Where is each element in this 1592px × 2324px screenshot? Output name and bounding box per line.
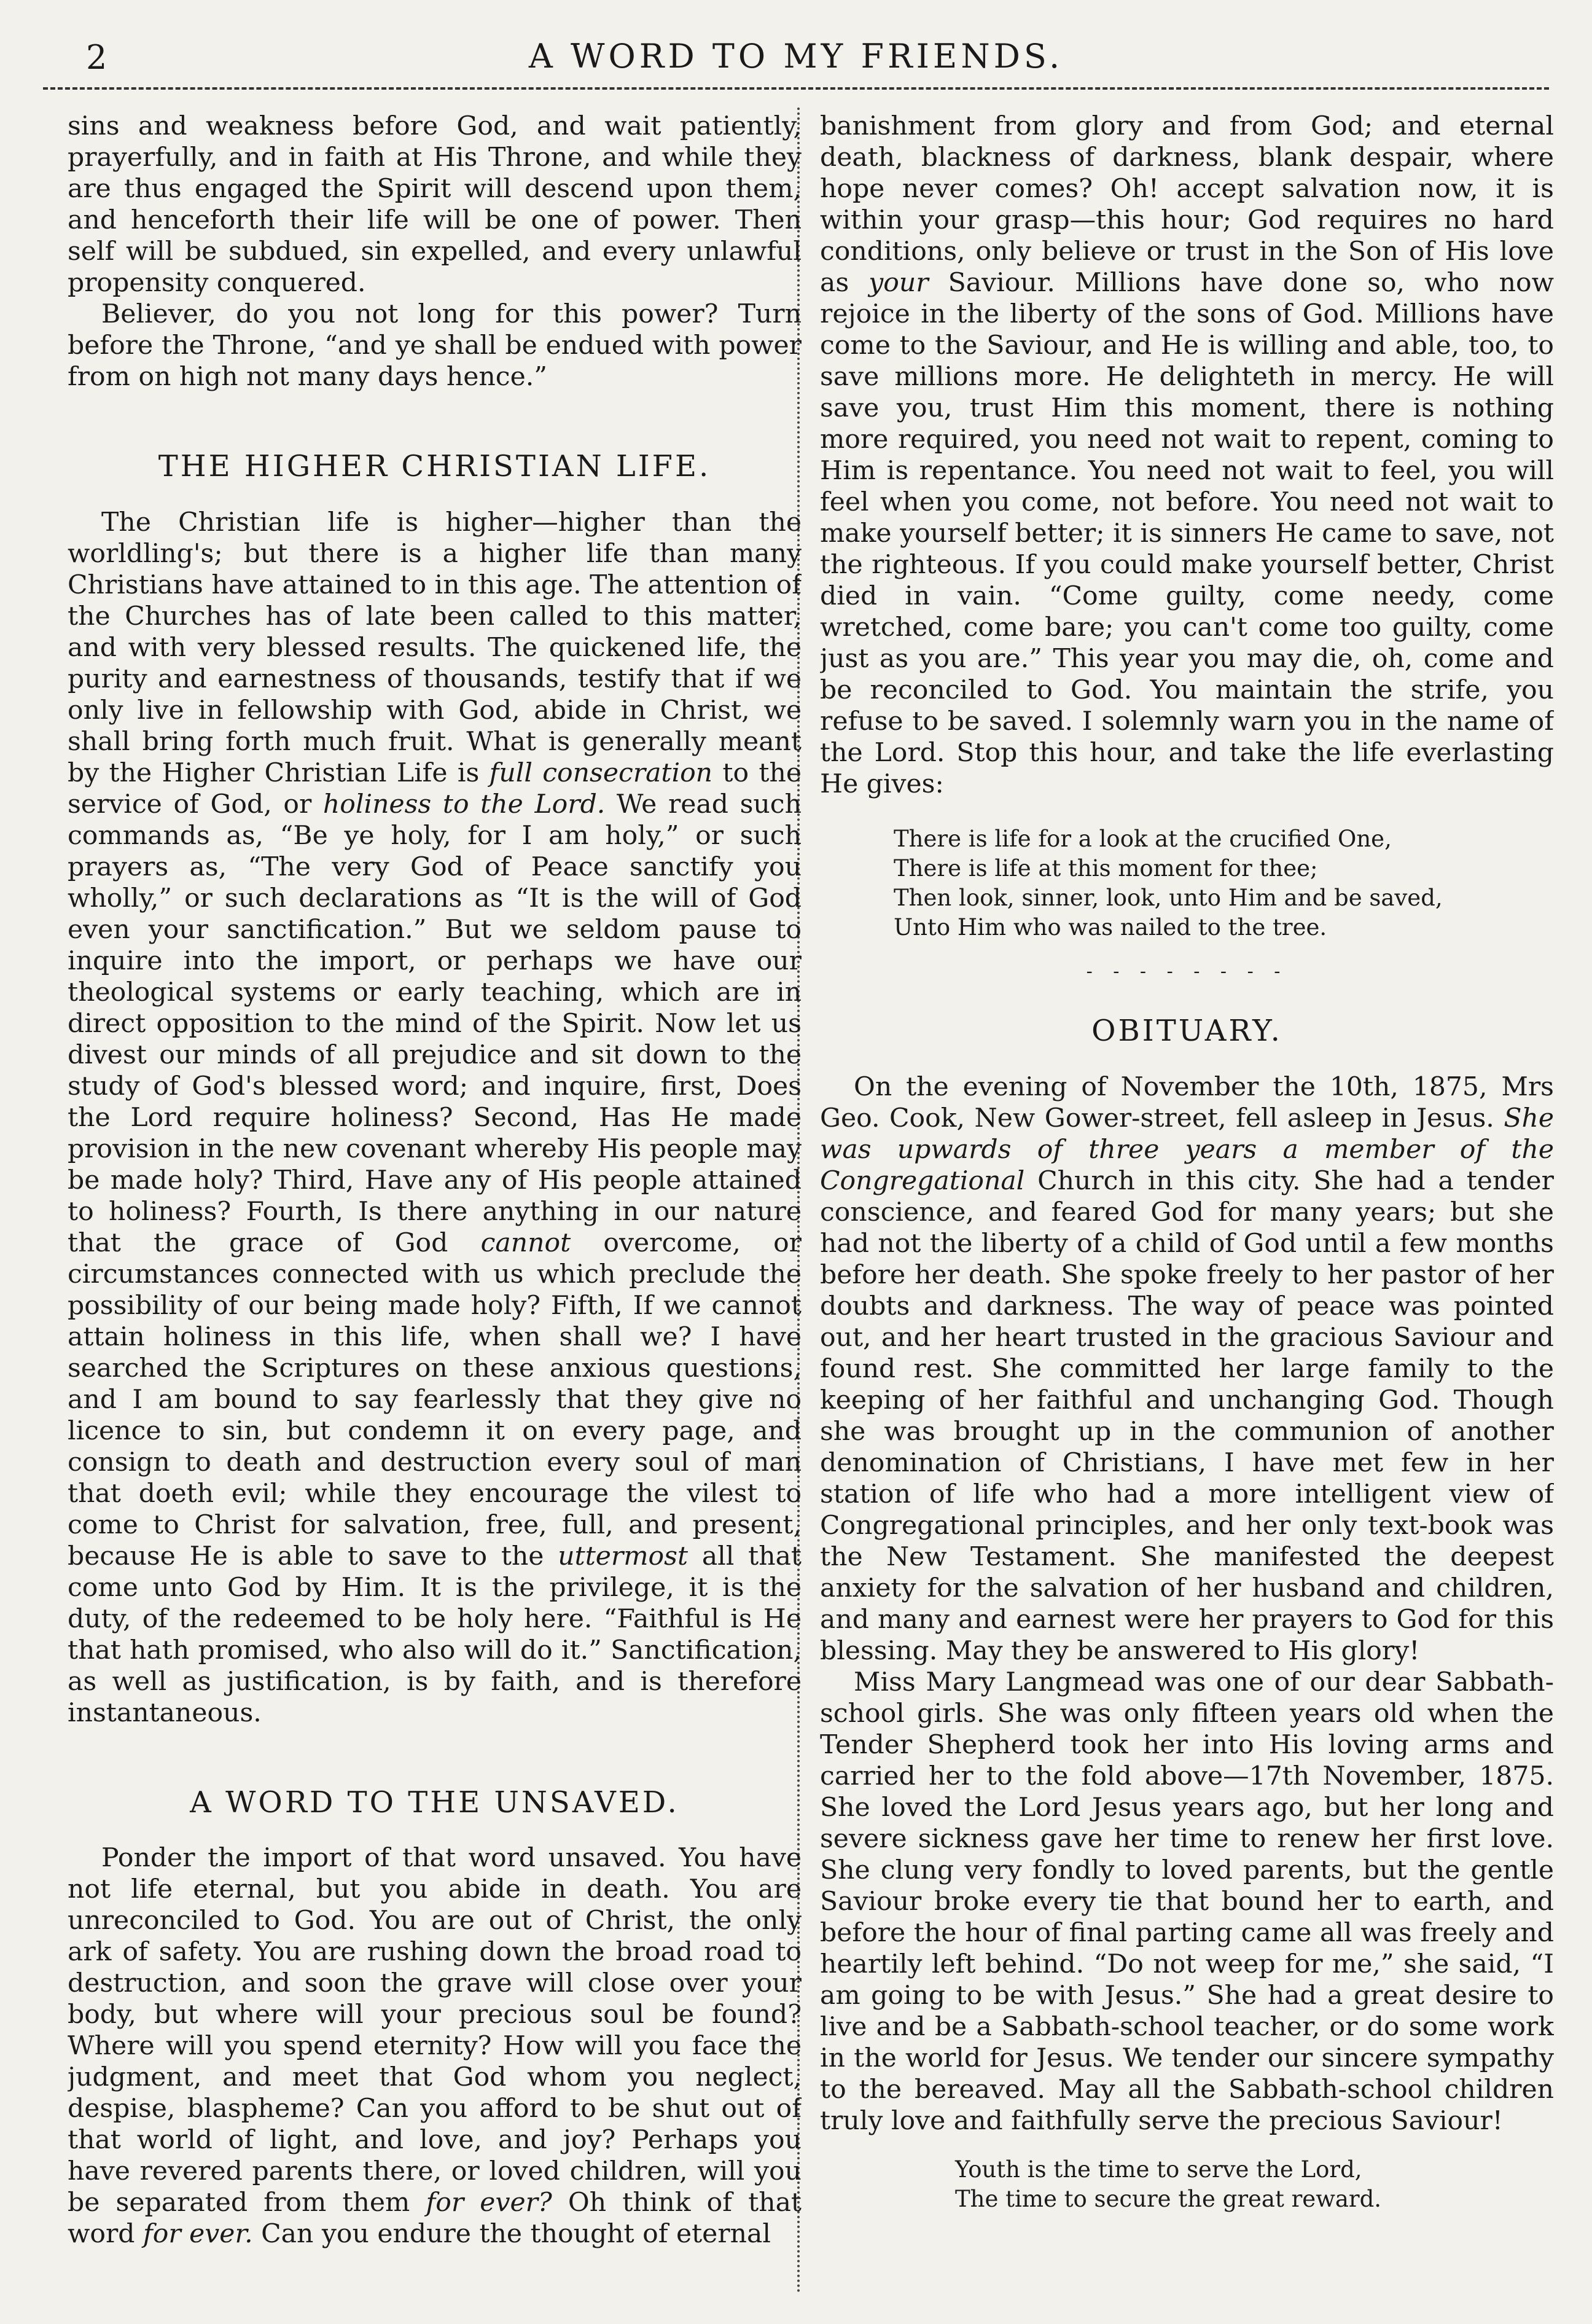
verse-line: The time to secure the great reward. [955,2186,1382,2213]
section-separator: - - - - - - - - [1086,961,1288,983]
page-number: 2 [86,38,107,77]
verse-line: Youth is the time to serve the Lord, [955,2156,1362,2183]
closing-couplet [955,2155,1554,2214]
verse-line: There is life at this moment for thee; [894,855,1318,882]
header-rule [43,87,1549,90]
paragraph: banishment from glory and from God; and eternal death, blackness of darkness, blank despair, where hope never comes? Oh! accept salvation now, it is within your grasp—this hour; God requires no hard conditions, only believe or trust in the Son of His love as your Saviour. Millions have done so, who now rejoice in the liberty of the sons of God. Millions have come to the Saviour, and He is willing and able, too, to save millions more. He delighteth in mercy. He will save you, trust Him this moment, there is nothing more required, you need not wait to repent, coming to Him is repentance. You need not wait to feel, you will feel when you come, not before. You need not wait to make yourself better; it is sinners He came to save, not the righteous. If you could make yourself better, Christ died in vain. “Come guilty, come needy, come wretched, come bare; you can't come too guilty, come just as you are.” This year you may die, oh, come and be reconciled to God. You maintain the strife, you refuse to be saved. I solemnly warn you in the name of the Lord. Stop this hour, and take the life everlasting He gives: [820,111,1554,799]
section-heading-word-to-unsaved: A WORD TO THE UNSAVED. [190,1785,679,1820]
left-column [68,111,802,2285]
verse-line: Unto Him who was nailed to the tree. [894,914,1327,941]
paragraph: Ponder the import of that word unsaved. You have not life eternal, but you abide in death. You are unreconciled to God. You are out of Christ, the only ark of safety. You are rushing down the broad road to destruction, and soon the grave will close over your body, but where will your precious soul be found? Where will you spend eternity? How will you face the judgment, and meet that God whom you neglect, despise, blaspheme? Can you afford to be shut out of that world of light, and love, and joy? Perhaps you have revered parents there, or loved children, will you be separated from them for ever? Oh think of that word for ever. Can you endure the thought of eternal [68,1843,802,2250]
verse-line: There is life for a look at the crucified One, [894,826,1392,852]
page-header [43,37,1549,98]
section-heading-higher-christian-life: THE HIGHER CHRISTIAN LIFE. [158,449,711,483]
right-column [820,111,1554,2285]
paragraph: The Christian life is higher—higher than the worldling's; but there is a higher life than many Christians have attained to in this age. The attention of the Churches has of late been called to this matter, and with very blessed results. The quickened life, the purity and earnestness of thousands, testify that if we only live in fellowship with God, abide in Christ, we shall bring forth much fruit. What is generally meant by the Higher Christian Life is full consecration to the service of God, or holiness to the Lord. We read such commands as, “Be ye holy, for I am holy,” or such prayers as, “The very God of Peace sanctify you wholly,” or such declarations as “It is the will of God even your sanctification.” But we seldom pause to inquire into the import, or perhaps we have our theological systems or early teaching, which are in direct opposition to the mind of the Spirit. Now let us divest our minds of all prejudice and sit down to the study of God's blessed word; and inquire, first, Does the Lord require holiness? Second, Has He made provision in the new covenant whereby His people may be made holy? Third, Have any of His people attained to holiness? Fourth, Is there anything in our nature that the grace of God cannot overcome, or circumstances connected with us which preclude the possibility of our being made holy? Fifth, If we cannot attain holiness in this life, when shall we? I have searched the Scriptures on these anxious questions, and I am bound to say fearlessly that they give no licence to sin, but condemn it on every page, and consign to death and destruction every soul of man that doeth evil; while they encourage the vilest to come to Christ for salvation, free, full, and present, because He is able to save to the uttermost all that come unto God by Him. It is the privilege, it is the duty, of the redeemed to be holy here. “Faithful is He that hath promised, who also will do it.” Sanctification, as well as justification, is by faith, and is therefore instantaneous. [68,507,802,1728]
verse-line: Then look, sinner, look, unto Him and be saved, [894,885,1443,912]
paragraph: sins and weakness before God, and wait patiently, prayerfully, and in faith at His Throne, and while they are thus engaged the Spirit will descend upon them, and henceforth their life will be one of power. Then self will be subdued, sin expelled, and every unlawful propensity conquered. [68,111,802,298]
section-heading-obituary: OBITUARY. [1091,1014,1282,1049]
paragraph: On the evening of November the 10th, 1875, Mrs Geo. Cook, New Gower-street, fell asleep in Jesus. She was upwards of three years a member of the Congregational Church in this city. She had a tender conscience, and feared God for many years; but she had not the liberty of a child of God until a few months before her death. She spoke freely to her pastor of her doubts and darkness. The way of peace was pointed out, and her heart trusted in the gracious Saviour and found rest. She committed her large family to the keeping of her faithful and unchanging God. Though she was brought up in the communion of another denomination of Christians, I have met few in her station of life who had a more intelligent view of Congregational principles, and her only text-book was the New Testament. She manifested the deepest anxiety for the salvation of her husband and children, and many and earnest were her prayers to God for this blessing. May they be answered to His glory! [820,1071,1554,1666]
running-title: A WORD TO MY FRIENDS. [528,37,1064,76]
paragraph: Believer, do you not long for this power? Turn before the Throne, “and ye shall be endued with power from on high not many days hence.” [68,299,802,392]
paragraph: Miss Mary Langmead was one of our dear Sabbath-school girls. She was only fifteen years old when the Tender Shepherd took her into His loving arms and carried her to the fold above—17th November, 1875. She loved the Lord Jesus years ago, but her long and severe sickness gave her time to renew her first love. She clung very fondly to loved parents, but the gentle Saviour broke every tie that bound her to earth, and before the hour of final parting came all was freely and heartily left behind. “Do not weep for me,” she said, “I am going to be with Jesus.” She had a great desire to live and be a Sabbath-school teacher, or do some work in the world for Jesus. We tender our sincere sympathy to the bereaved. May all the Sabbath-school children truly love and faithfully serve the precious Saviour! [820,1667,1554,2136]
hymn-verse [894,824,1554,942]
